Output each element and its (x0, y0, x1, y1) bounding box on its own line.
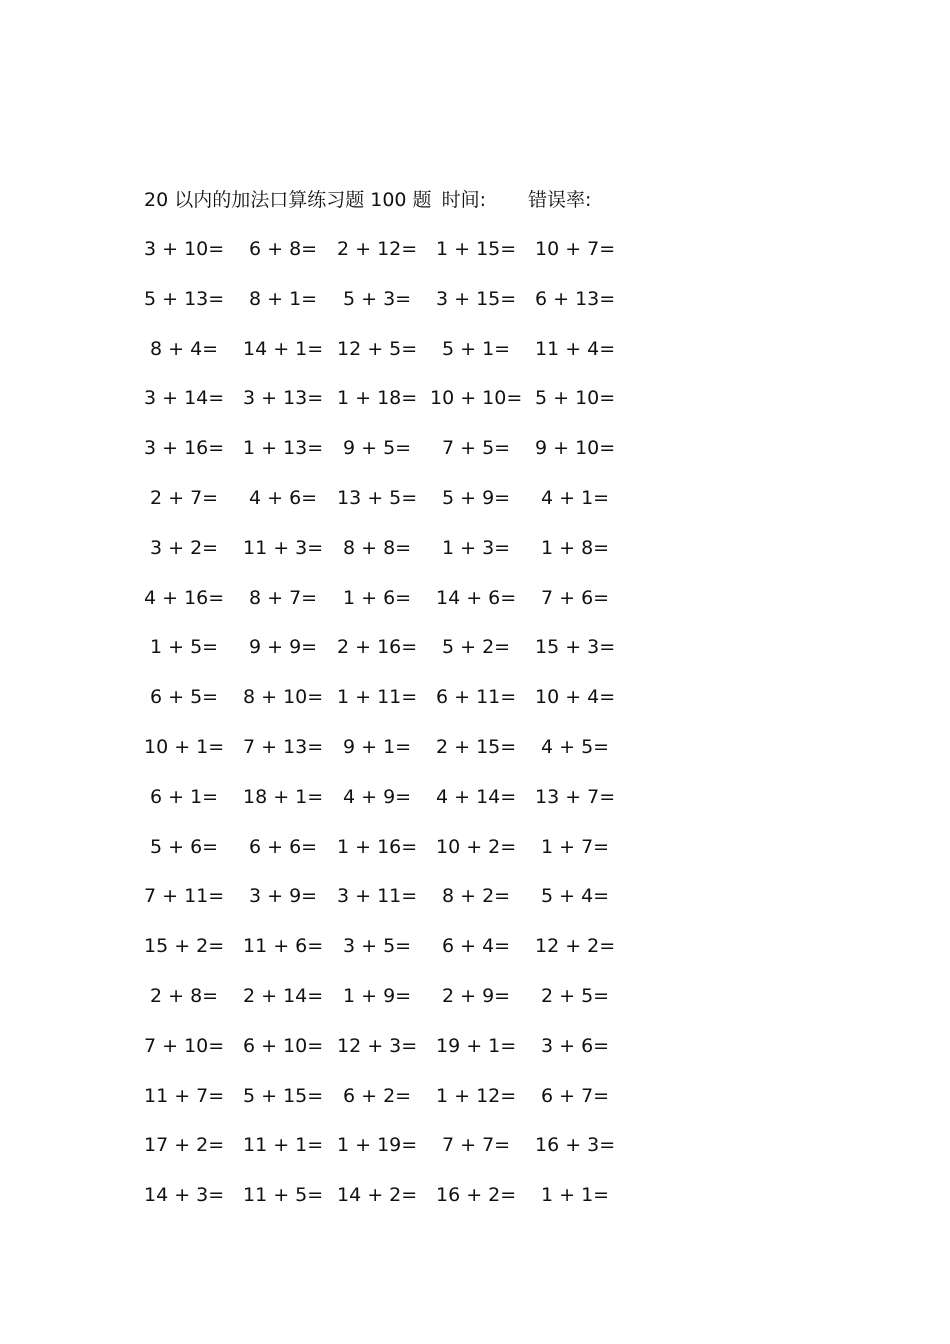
problem-item: 1 + 6= (343, 586, 412, 609)
problem-item: 9 + 1= (343, 736, 412, 758)
problem-item: 2 + 14= (243, 985, 324, 1007)
problem-item: 5 + 13= (144, 287, 225, 310)
problem-item: 10 + 7= (535, 238, 616, 260)
problem-item: 7 + 5= (442, 437, 511, 460)
problem-item: 1 + 16= (337, 835, 418, 858)
problem-item: 6 + 11= (436, 686, 517, 709)
problem-item: 11 + 6= (243, 935, 324, 958)
problem-item: 1 + 7= (541, 835, 610, 858)
problem-item: 7 + 7= (442, 1134, 511, 1157)
problem-item: 1 + 15= (436, 238, 517, 260)
problem-item: 2 + 7= (150, 487, 219, 509)
worksheet-title: 20 以内的加法口算练习题 100 题 (144, 189, 432, 211)
problem-item: 17 + 2= (144, 1134, 225, 1157)
problem-item: 11 + 4= (535, 337, 616, 360)
problem-item: 10 + 4= (535, 686, 616, 709)
problem-item: 8 + 1= (249, 287, 318, 310)
problem-item: 6 + 1= (150, 785, 219, 808)
problem-item: 9 + 9= (249, 636, 318, 659)
problem-item: 7 + 6= (541, 586, 610, 609)
problem-item: 1 + 5= (150, 636, 219, 659)
problem-item: 9 + 5= (343, 437, 412, 460)
problem-item: 4 + 6= (249, 487, 318, 509)
problem-item: 3 + 5= (343, 935, 412, 958)
problem-item: 2 + 5= (541, 985, 610, 1007)
problem-item: 6 + 4= (442, 935, 511, 958)
problem-item: 6 + 5= (150, 686, 219, 709)
problem-item: 1 + 9= (343, 985, 412, 1007)
problem-item: 14 + 3= (144, 1184, 225, 1207)
problem-item: 16 + 2= (436, 1184, 517, 1207)
problem-item: 4 + 5= (541, 736, 610, 758)
problem-item: 2 + 8= (150, 985, 219, 1007)
problem-item: 6 + 2= (343, 1084, 412, 1107)
problem-item: 11 + 3= (243, 536, 324, 559)
problem-item: 7 + 10= (144, 1034, 225, 1057)
problem-item: 2 + 9= (442, 985, 511, 1007)
problem-item: 1 + 12= (436, 1084, 517, 1107)
problem-item: 3 + 6= (541, 1034, 610, 1057)
problem-item: 3 + 16= (144, 437, 225, 460)
problem-item: 2 + 12= (337, 238, 418, 260)
problem-item: 4 + 14= (436, 785, 517, 808)
problem-item: 9 + 10= (535, 437, 616, 460)
time-label: 时间: (441, 189, 486, 211)
problem-item: 3 + 15= (436, 287, 517, 310)
problem-item: 6 + 7= (541, 1084, 610, 1107)
problem-item: 15 + 2= (144, 935, 225, 958)
problem-item: 14 + 6= (436, 586, 517, 609)
problem-item: 3 + 2= (150, 536, 219, 559)
problem-item: 1 + 18= (337, 387, 418, 410)
problem-item: 15 + 3= (535, 636, 616, 659)
problem-item: 10 + 10= (430, 387, 523, 410)
problem-item: 8 + 4= (150, 337, 219, 360)
problem-item: 12 + 2= (535, 935, 616, 958)
problem-item: 11 + 7= (144, 1084, 225, 1107)
problem-item: 7 + 13= (243, 736, 324, 758)
problem-item: 8 + 8= (343, 536, 412, 559)
problem-item: 2 + 15= (436, 736, 517, 758)
problem-item: 13 + 7= (535, 785, 616, 808)
problem-item: 5 + 2= (442, 636, 511, 659)
problem-item: 6 + 13= (535, 287, 616, 310)
problem-item: 5 + 3= (343, 287, 412, 310)
problem-item: 4 + 9= (343, 785, 412, 808)
problem-item: 5 + 10= (535, 387, 616, 410)
problem-item: 1 + 13= (243, 437, 324, 460)
problem-item: 1 + 8= (541, 536, 610, 559)
problem-item: 1 + 19= (337, 1134, 418, 1157)
problem-item: 8 + 2= (442, 885, 511, 908)
problem-item: 3 + 14= (144, 387, 225, 410)
problem-item: 14 + 2= (337, 1184, 418, 1207)
problem-item: 8 + 7= (249, 586, 318, 609)
problem-item: 18 + 1= (243, 785, 324, 808)
error-rate-label: 错误率: (527, 189, 592, 211)
problem-item: 16 + 3= (535, 1134, 616, 1157)
problem-item: 2 + 16= (337, 636, 418, 659)
problem-item: 5 + 15= (243, 1084, 324, 1107)
problem-item: 1 + 11= (337, 686, 418, 709)
problem-item: 5 + 6= (150, 835, 219, 858)
problem-item: 6 + 6= (249, 835, 318, 858)
problem-item: 3 + 13= (243, 387, 324, 410)
problem-item: 3 + 10= (144, 238, 225, 260)
problem-item: 12 + 5= (337, 337, 418, 360)
problem-item: 11 + 1= (243, 1134, 324, 1157)
problem-item: 8 + 10= (243, 686, 324, 709)
problem-item: 4 + 1= (541, 487, 610, 509)
problem-item: 1 + 1= (541, 1184, 610, 1207)
problem-item: 6 + 10= (243, 1034, 324, 1057)
problem-item: 5 + 9= (442, 487, 511, 509)
problem-item: 19 + 1= (436, 1034, 517, 1057)
problem-item: 14 + 1= (243, 337, 324, 360)
problem-item: 4 + 16= (144, 586, 225, 609)
problem-item: 1 + 3= (442, 536, 511, 559)
problem-item: 10 + 1= (144, 736, 225, 758)
problem-item: 7 + 11= (144, 885, 225, 908)
problem-item: 10 + 2= (436, 835, 517, 858)
problem-item: 5 + 1= (442, 337, 511, 360)
problem-item: 3 + 11= (337, 885, 418, 908)
problem-item: 5 + 4= (541, 885, 610, 908)
problem-item: 13 + 5= (337, 487, 418, 509)
problem-item: 11 + 5= (243, 1184, 324, 1207)
problem-item: 3 + 9= (249, 885, 318, 908)
problem-item: 6 + 8= (249, 238, 318, 260)
problem-item: 12 + 3= (337, 1034, 418, 1057)
